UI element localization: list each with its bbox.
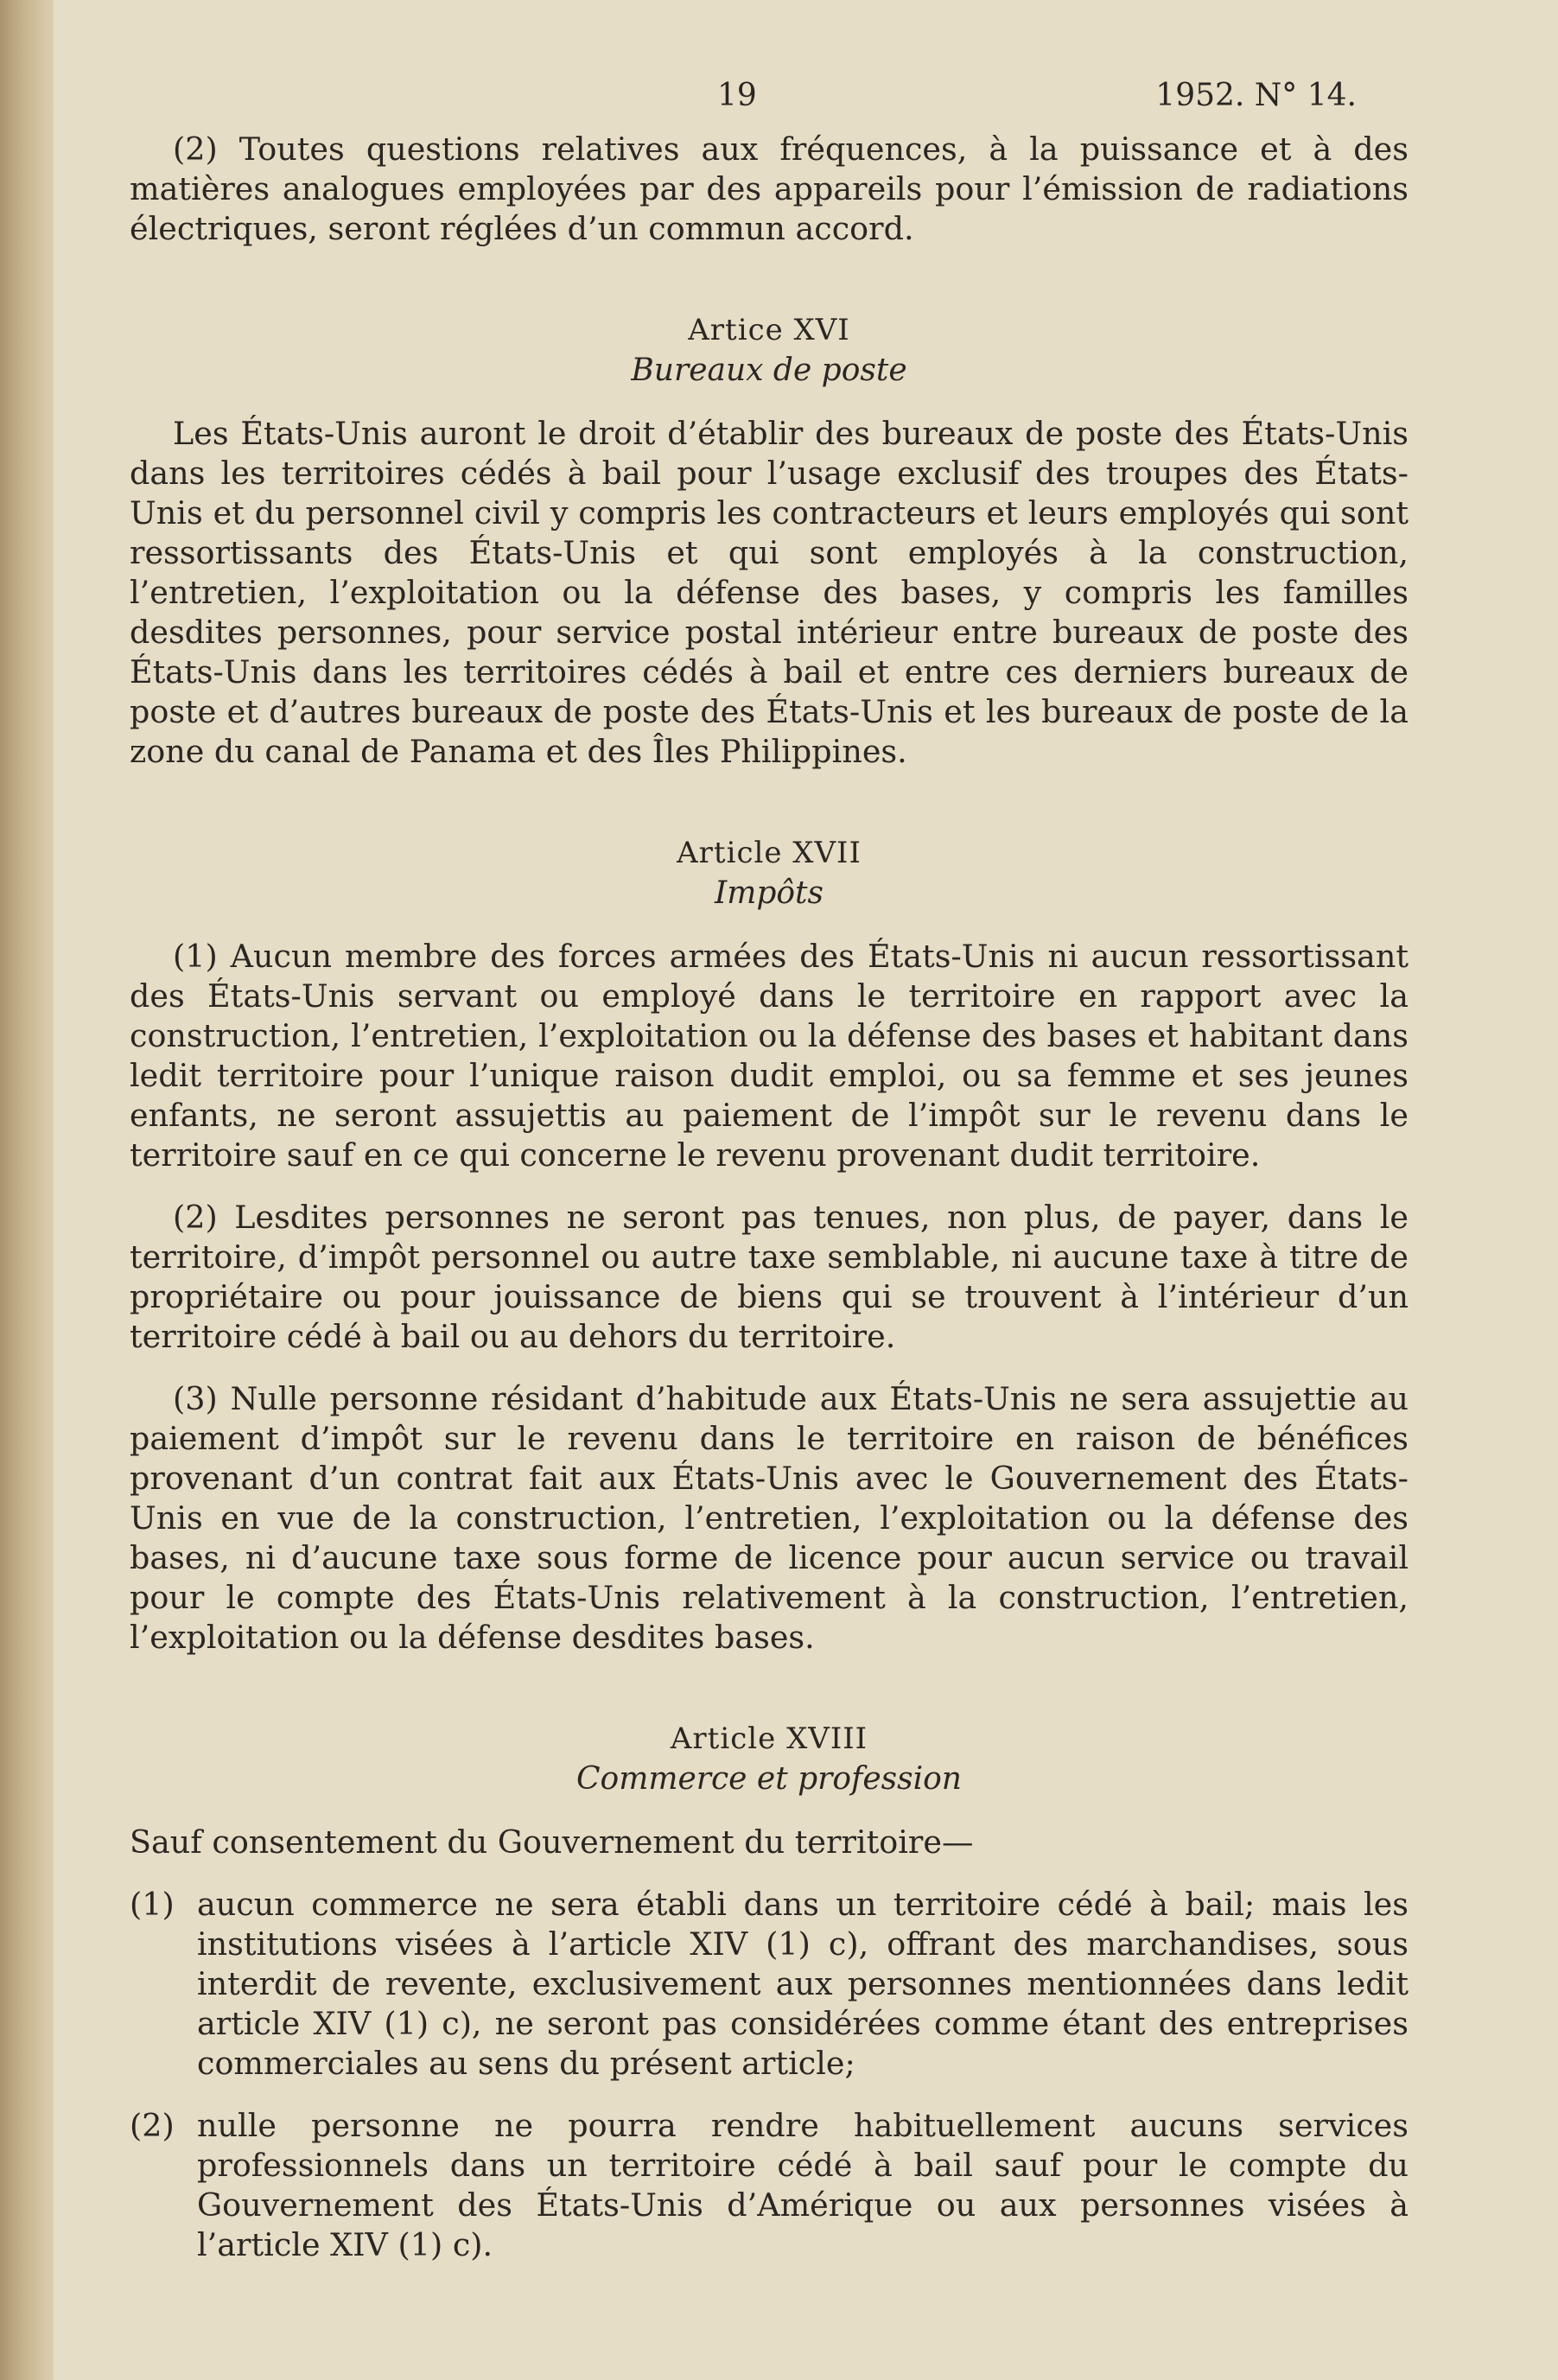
list-item [130, 1885, 1409, 2084]
document-reference: 1952. N° 14. [1155, 78, 1357, 113]
page-number: 19 [717, 78, 757, 113]
article-16-paragraph: Les États-Unis auront le droit d’établir des bureaux de poste des États-Unis dans les territoires cédés à bail pour l’usage exclusif des troupes des États-Unis et du personnel civil y compris les contracteurs et leurs employés qui sont ressortissants des États-Unis et qui sont employés à la construction, l’entretien, l’exploitation ou la défense des bases, y compris les familles desdites personnes, pour service postal intérieur entre bureaux de poste des États-Unis dans les territoires cédés à bail et entre ces derniers bureaux de poste et d’autres bureaux de poste des États-Unis et les bureaux de poste de la zone du canal de Panama et des Îles Philippines. [130, 415, 1409, 770]
art15-paragraph-2: (2) Toutes questions relatives aux fréquences, à la puissance et à des matières analogues employées par des appareils pour l’émission de radiations électriques, seront réglées d’un commun accord. [130, 130, 1409, 247]
list-item [130, 2106, 1409, 2265]
list-item-text: nulle personne ne pourra rendre habituellement aucuns services professionnels dans un territoire cédé à bail sauf pour le compte du Gouvernement des États-Unis d’Amérique ou aux personnes visées à l’article XIV (1) c). [197, 2107, 1409, 2263]
article-17-paragraph-1: (1) Aucun membre des forces armées des États-Unis ni aucun ressortissant des États-Unis servant ou employé dans le territoire en rapport avec la construction, l’entretien, l’exploitation ou la défense des bases et habitant dans ledit territoire pour l’unique raison dudit emploi, ou sa femme et ses jeunes enfants, ne seront assujettis au paiement de l’impôt sur le revenu dans le territoire sauf en ce qui concerne le revenu provenant dudit territoire. [130, 938, 1409, 1174]
article-16-subtitle: Bureaux de poste [631, 353, 907, 388]
article-18-intro: Sauf consentement du Gouvernement du territoire— [130, 1823, 974, 1861]
article-17-subtitle: Impôts [714, 875, 824, 911]
article-17-heading: Article XVII [677, 836, 862, 870]
article-18-list [130, 1885, 1409, 2265]
article-18-heading: Article XVIII [670, 1721, 868, 1756]
list-item-text: aucun commerce ne sera établi dans un territoire cédé à bail; mais les institutions visées à l’article XIV (1) c), offrant des marchandises, sous interdit de revente, exclusivement aux personnes mentionnées dans ledit article XIV (1) c), ne seront pas considérées comme étant des entreprises commerciales au sens du présent article; [197, 1886, 1409, 2082]
document-page [130, 78, 1409, 2342]
list-item-number: (1) [130, 1886, 175, 1923]
article-16-heading: Artice XVI [688, 313, 850, 347]
article-17-paragraph-2: (2) Lesdites personnes ne seront pas tenues, non plus, de payer, dans le territoire, d’impôt personnel ou autre taxe semblable, ni aucune taxe à titre de propriétaire ou pour jouissance de biens qui se trouvent à l’intérieur d’un territoire cédé à bail ou au dehors du territoire. [130, 1199, 1409, 1355]
list-item-number: (2) [130, 2107, 175, 2144]
running-head [130, 78, 1409, 130]
page-binding-shadow [0, 0, 54, 2380]
article-18-subtitle: Commerce et profession [576, 1761, 962, 1797]
article-17-paragraph-3: (3) Nulle personne résidant d’habitude aux États-Unis ne sera assujettie au paiement d’impôt sur le revenu dans le territoire en raison de bénéfices provenant d’un contrat fait aux États-Unis avec le Gouvernement des États-Unis en vue de la construction, l’entretien, l’exploitation ou la défense des bases, ni d’aucune taxe sous forme de licence pour aucun service ou travail pour le compte des États-Unis relativement à la construction, l’entretien, l’exploitation ou la défense desdites bases. [130, 1380, 1409, 1656]
